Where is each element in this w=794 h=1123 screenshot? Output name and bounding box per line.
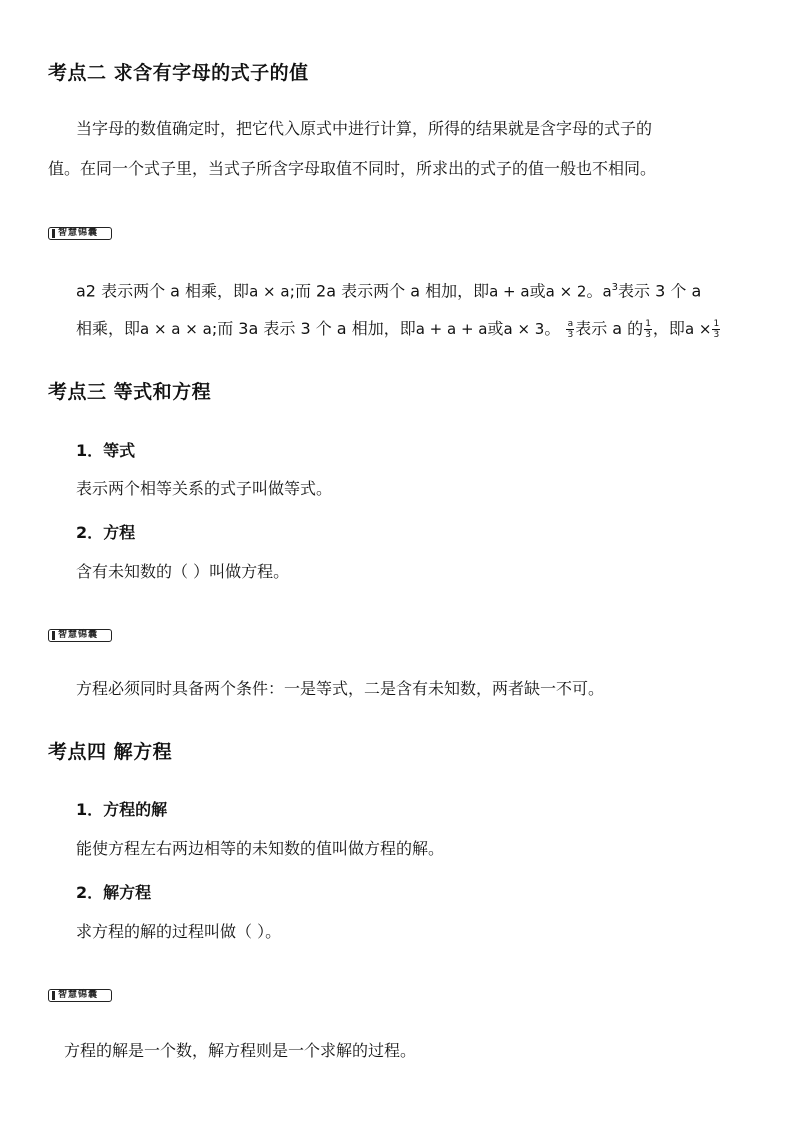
section-2-tip-line-1 xyxy=(76,277,701,302)
section-2-paragraph-line-2: 值。在同一个式子里，当式子所含字母取值不同时，所求出的式子的值一般也不相同。 xyxy=(48,159,657,178)
section-4-subheading-1: 1．方程的解 xyxy=(76,800,168,819)
wisdom-tip-badge xyxy=(48,629,112,642)
math-expression: a × a xyxy=(249,282,290,301)
fraction xyxy=(644,319,652,340)
badge-label: 智慧锦囊 xyxy=(58,990,99,1000)
tip-text: ，即 xyxy=(652,319,685,338)
tip-text: 表示 a 的 xyxy=(575,319,644,338)
fraction xyxy=(566,319,574,340)
exponent: 3 xyxy=(611,282,619,293)
section-2-title: 考点二 求含有字母的式子的值 xyxy=(48,62,309,84)
math-expression: a × 3 xyxy=(503,320,545,338)
section-4-title: 考点四 解方程 xyxy=(48,741,173,763)
tip-text: a2 表示两个 a 相乘，即 xyxy=(76,281,250,301)
tip-text: 或 xyxy=(529,281,546,301)
fraction-numerator: 1 xyxy=(645,319,651,329)
badge-label: 智慧锦囊 xyxy=(58,630,99,640)
fraction-denominator: 3 xyxy=(645,330,651,340)
section-3-subheading-1: 1．等式 xyxy=(76,441,136,460)
fraction-denominator: 3 xyxy=(713,330,720,340)
tip-text: 表示 3 个 a xyxy=(618,281,702,301)
math-expression: a + a xyxy=(489,282,530,301)
section-4-text-2: 求方程的解的过程叫做（ ）。 xyxy=(76,922,282,941)
section-4-tip: 方程的解是一个数，解方程则是一个求解的过程。 xyxy=(64,1041,417,1060)
tip-text: 或 xyxy=(487,319,504,338)
fraction-denominator: 3 xyxy=(567,330,574,340)
tip-text: ;而 2a 表示两个 a 相加，即 xyxy=(289,281,490,301)
badge-bar-icon xyxy=(52,631,55,640)
math-expression: a + a + a xyxy=(415,320,488,338)
math-expression: a × xyxy=(684,320,712,338)
section-3-tip: 方程必须同时具备两个条件：一是等式，二是含有未知数，两者缺一不可。 xyxy=(76,679,605,698)
section-4-subheading-2: 2．解方程 xyxy=(76,883,152,902)
section-2-tip-line-2 xyxy=(76,318,721,340)
section-3-subheading-2: 2．方程 xyxy=(76,523,136,542)
section-3-text-2: 含有未知数的（ ）叫做方程。 xyxy=(76,562,290,581)
fraction-numerator: a xyxy=(567,319,574,329)
math-expression: a × 2 xyxy=(545,282,587,301)
tip-text: 相乘，即 xyxy=(76,319,141,338)
badge-bar-icon xyxy=(52,229,55,238)
math-expression: a xyxy=(602,282,612,301)
badge-label: 智慧锦囊 xyxy=(58,228,99,238)
fraction-numerator: 1 xyxy=(713,319,720,329)
wisdom-tip-badge xyxy=(48,989,112,1002)
section-4-text-1: 能使方程左右两边相等的未知数的值叫做方程的解。 xyxy=(76,839,445,858)
badge-bar-icon xyxy=(52,991,55,1000)
section-3-text-1: 表示两个相等关系的式子叫做等式。 xyxy=(76,479,333,498)
fraction xyxy=(712,319,720,340)
math-expression: a × a × a xyxy=(140,320,212,338)
section-3-title: 考点三 等式和方程 xyxy=(48,381,212,403)
tip-text: ;而 3a 表示 3 个 a 相加，即 xyxy=(211,319,416,338)
wisdom-tip-badge xyxy=(48,227,112,240)
tip-text: 。 xyxy=(586,281,603,301)
tip-text: 。 xyxy=(544,319,561,338)
section-2-paragraph-line-1: 当字母的数值确定时，把它代入原式中进行计算，所得的结果就是含字母的式子的 xyxy=(76,119,653,138)
